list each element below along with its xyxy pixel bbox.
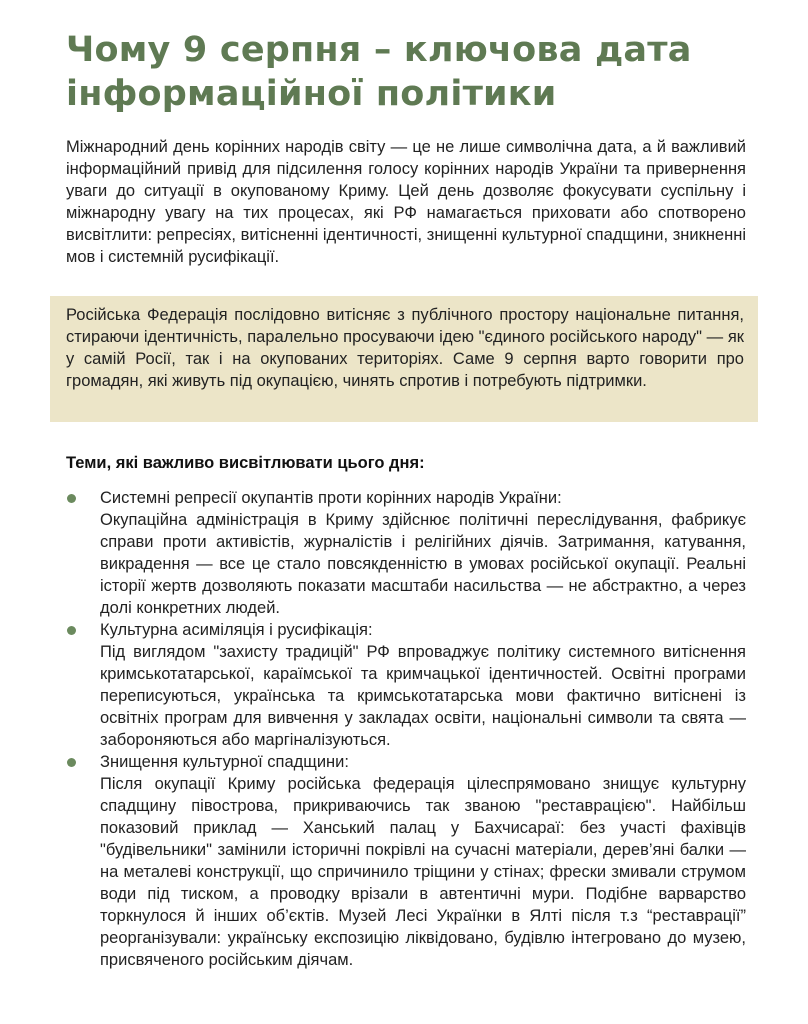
- topic-item-repressions: [66, 487, 746, 619]
- topic-title: Знищення культурної спадщини:: [100, 753, 349, 771]
- bullet-dot-icon: [67, 494, 76, 503]
- bullet-dot-icon: [67, 626, 76, 635]
- topic-text: Під виглядом "захисту традицій" РФ впроваджує політику системного витіснення кримськотатарської, караїмської та кримчацької ідентичностей. Освітні програми переписуються, українська та кримськотатарська мови фактично витіснені із освітніх програм для вивчення у закладах освіти, національні символи та свята — забороняються або маргіналізуються.: [100, 643, 746, 749]
- topic-text: Після окупації Криму російська федерація цілеспрямовано знищує культурну спадщину півострова, прикриваючись так званою "реставрацією". Найбільш показовий приклад — Ханський палац у Бахчисараї: без участі фахівців "будівельники" замінили історичні покрівлі на сучасні матеріали, дерев’яні балки — на металеві конструкції, що спричинило тріщини у стінах; фрески змивали струмом води під тиском, а проводку врізали в автентичні мури. Подібне варварство торкнулося й інших об’єктів. Музей Лесі Українки в Ялті після т.з “реставрації” реорганізували: українську експозицію ліквідовано, будівлю інтегровано до музею, присвяченого російським діячам.: [100, 775, 746, 969]
- topics-heading: Теми, які важливо висвітлювати цього дня:: [66, 454, 425, 472]
- topic-item-assimilation: [66, 619, 746, 751]
- topic-title: Культурна асиміляція і русифікація:: [100, 621, 373, 639]
- topic-item-heritage: [66, 751, 746, 971]
- page-title: Чому 9 серпня – ключова дата інформаційної політики: [66, 30, 692, 114]
- topic-title: Системні репресії окупантів проти корінних народів України:: [100, 489, 562, 507]
- intro-paragraph: Міжнародний день корінних народів світу — це не лише символічна дата, а й важливий інформаційний привід для підсилення голосу корінних народів України та привернення уваги до ситуації в окупованому Криму. Цей день дозволяє фокусувати суспільну і міжнародну увагу на тих процесах, які РФ намагається приховати або спотворено висвітлити: репресіях, витісненні ідентичності, знищенні культурної спадщини, зникненні мов і системній русифікації.: [66, 138, 746, 266]
- callout-text: Російська Федерація послідовно витісняє з публічного простору національне питання, стираючи ідентичність, паралельно просуваючи ідею "єдиного російського народу" — як у самій Росії, так і на окупованих територіях. Саме 9 серпня варто говорити про громадян, які живуть під окупацією, чинять спротив і потребують підтримки.: [66, 306, 744, 390]
- highlight-callout: [50, 296, 758, 422]
- bullet-dot-icon: [67, 758, 76, 767]
- topic-text: Окупаційна адміністрація в Криму здійснює політичні переслідування, фабрикує справи проти активістів, журналістів і релігійних діячів. Затримання, катування, викрадення — все це стало повсякденністю в умовах російської окупації. Реальні історії жертв дозволяють показати масштаби насильства — не абстрактно, а через долі конкретних людей.: [100, 511, 746, 617]
- topics-list: [66, 487, 746, 971]
